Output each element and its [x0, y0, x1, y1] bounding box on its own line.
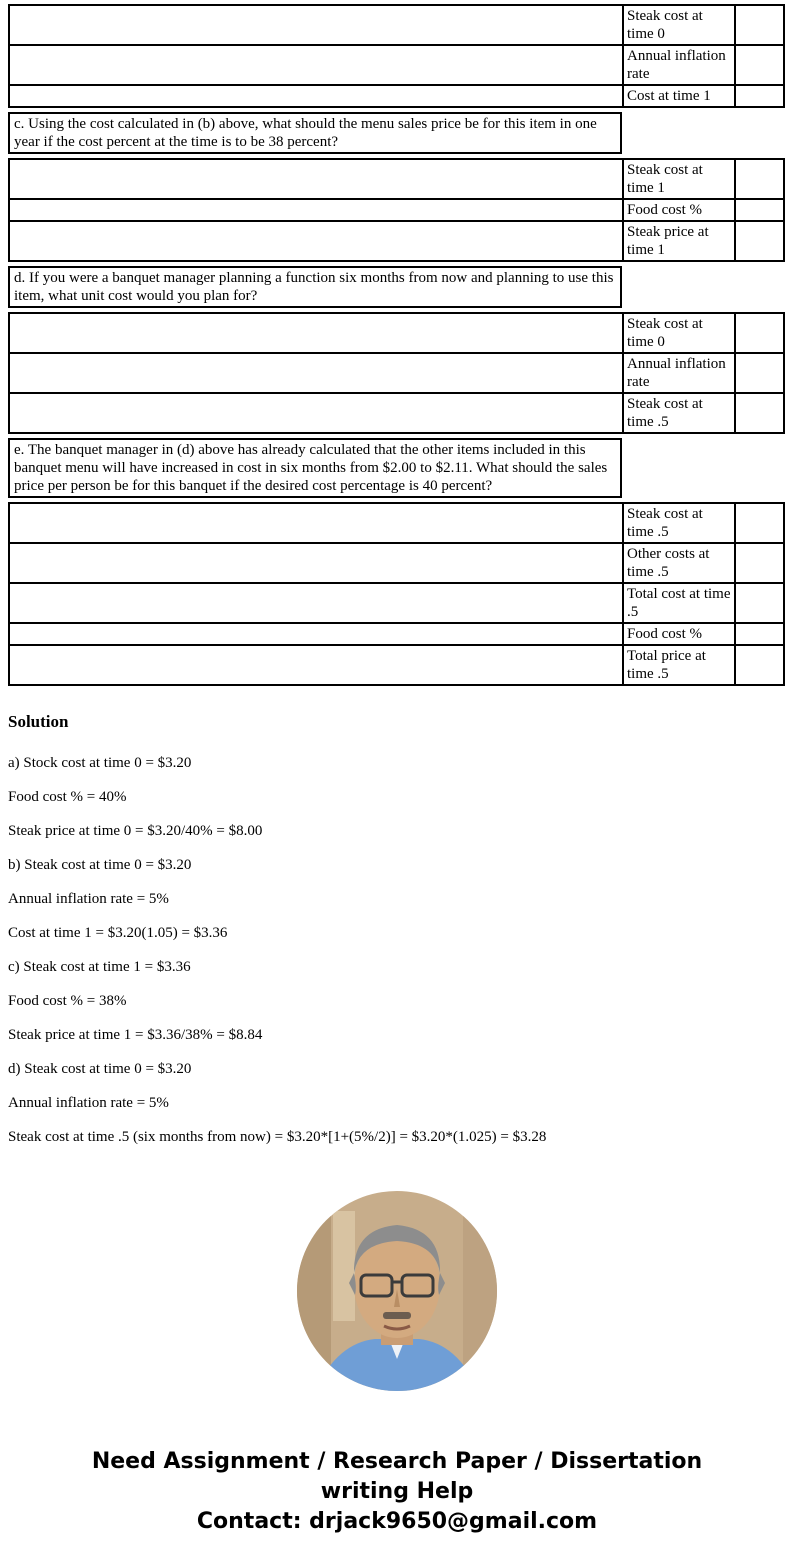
table-row [9, 199, 784, 221]
solution-line: Annual inflation rate = 5% [8, 1095, 169, 1111]
row-label: Other costs at time .5 [623, 543, 735, 583]
solution-heading: Solution [8, 712, 69, 731]
table-row [9, 393, 784, 433]
footer-line: Need Assignment / Research Paper / Dissertation [91, 1449, 703, 1474]
table-row [9, 85, 784, 107]
row-label: Total price at time .5 [623, 645, 735, 685]
solution-line: Cost at time 1 = $3.20(1.05) = $3.36 [8, 925, 228, 941]
worksheet-table-3 [8, 312, 785, 434]
question-e: e. The banquet manager in (d) above has already calculated that the other items included in this banquet menu will have increased in cost in six months from $2.00 to $2.11. What should the sales price per person be for this banquet if the desired cost percentage is 40 percent? [8, 438, 622, 498]
row-label: Annual inflation rate [623, 353, 735, 393]
solution-line: c) Steak cost at time 1 = $3.36 [8, 959, 191, 975]
work-area-cell [9, 313, 623, 353]
answer-cell [735, 583, 784, 623]
work-area-cell [9, 353, 623, 393]
person-avatar-image [297, 1191, 497, 1391]
row-label: Steak cost at time .5 [623, 393, 735, 433]
answer-cell [735, 313, 784, 353]
table-row [9, 623, 784, 645]
solution-line: Food cost % = 40% [8, 789, 127, 805]
row-label: Annual inflation rate [623, 45, 735, 85]
footer-line: writing Help [320, 1479, 474, 1504]
work-area-cell [9, 85, 623, 107]
work-area-cell [9, 583, 623, 623]
question-c: c. Using the cost calculated in (b) above, what should the menu sales price be for this item in one year if the cost percent at the time is to be 38 percent? [8, 112, 622, 154]
table-row [9, 503, 784, 543]
table-row [9, 45, 784, 85]
row-label: Food cost % [623, 623, 735, 645]
worksheet-table-4 [8, 502, 785, 686]
solution-line: a) Stock cost at time 0 = $3.20 [8, 755, 192, 771]
solution-line: Steak price at time 1 = $3.36/38% = $8.84 [8, 1027, 263, 1043]
table-row [9, 313, 784, 353]
work-area-cell [9, 393, 623, 433]
answer-cell [735, 5, 784, 45]
table-row [9, 159, 784, 199]
table-row [9, 221, 784, 261]
table-row [9, 645, 784, 685]
table-row [9, 543, 784, 583]
answer-cell [735, 393, 784, 433]
answer-cell [735, 159, 784, 199]
work-area-cell [9, 543, 623, 583]
row-label: Steak cost at time .5 [623, 503, 735, 543]
answer-cell [735, 503, 784, 543]
row-label: Food cost % [623, 199, 735, 221]
answer-cell [735, 199, 784, 221]
table-row [9, 5, 784, 45]
solution-line: Steak price at time 0 = $3.20/40% = $8.00 [8, 823, 263, 839]
answer-cell [735, 353, 784, 393]
row-label: Steak cost at time 0 [623, 313, 735, 353]
row-label: Steak cost at time 0 [623, 5, 735, 45]
footer-promo [8, 1447, 786, 1537]
work-area-cell [9, 45, 623, 85]
work-area-cell [9, 5, 623, 45]
row-label: Steak cost at time 1 [623, 159, 735, 199]
work-area-cell [9, 623, 623, 645]
tutor-photo [8, 1191, 786, 1391]
work-area-cell [9, 645, 623, 685]
work-area-cell [9, 221, 623, 261]
row-label: Steak price at time 1 [623, 221, 735, 261]
row-label: Total cost at time .5 [623, 583, 735, 623]
work-area-cell [9, 159, 623, 199]
solution-line: Annual inflation rate = 5% [8, 891, 169, 907]
worksheet-table-1 [8, 4, 785, 108]
table-row [9, 353, 784, 393]
worksheet-table-2 [8, 158, 785, 262]
answer-cell [735, 45, 784, 85]
answer-cell [735, 623, 784, 645]
work-area-cell [9, 503, 623, 543]
question-d: d. If you were a banquet manager planning a function six months from now and planning to use this item, what unit cost would you plan for? [8, 266, 622, 308]
answer-cell [735, 221, 784, 261]
answer-cell [735, 85, 784, 107]
table-row [9, 583, 784, 623]
solution-line: d) Steak cost at time 0 = $3.20 [8, 1061, 192, 1077]
answer-cell [735, 543, 784, 583]
footer-contact-email: Contact: drjack9650@gmail.com [196, 1509, 598, 1534]
answer-cell [735, 645, 784, 685]
solution-line: Food cost % = 38% [8, 993, 127, 1009]
row-label: Cost at time 1 [623, 85, 735, 107]
solution-line: b) Steak cost at time 0 = $3.20 [8, 857, 192, 873]
solution-line: Steak cost at time .5 (six months from now) = $3.20*[1+(5%/2)] = $3.20*(1.025) = $3.28 [8, 1129, 547, 1145]
work-area-cell [9, 199, 623, 221]
